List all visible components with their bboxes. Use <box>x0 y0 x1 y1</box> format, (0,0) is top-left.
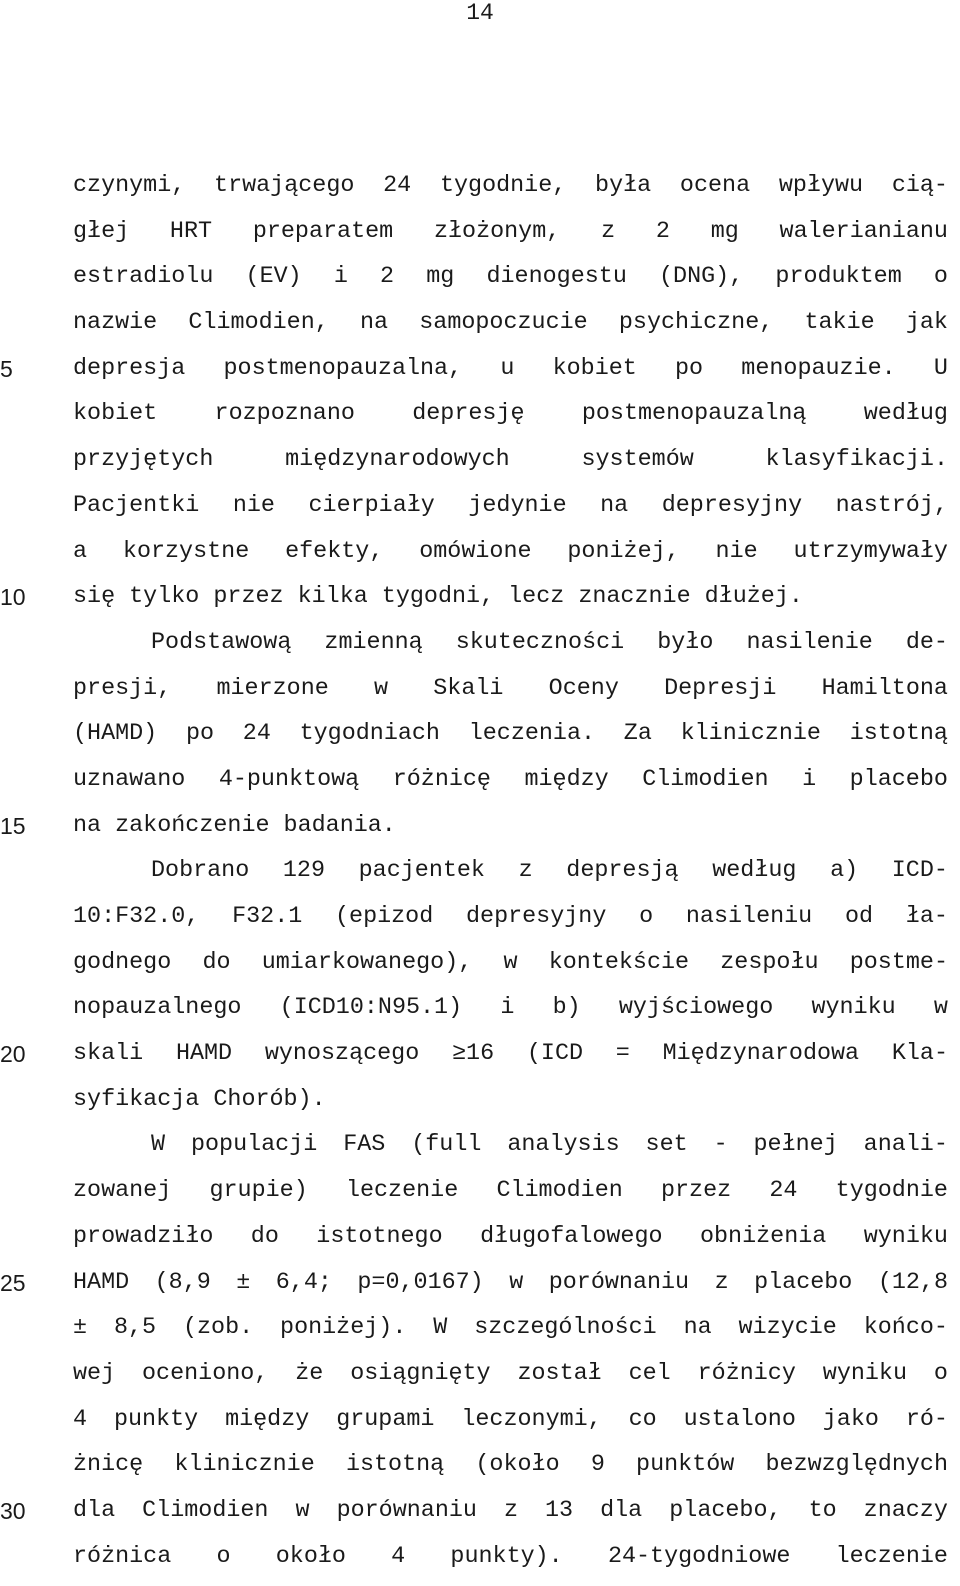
line-text: Podstawową zmienną skuteczności było nasilenie de- <box>151 629 948 656</box>
text-line <box>0 1310 960 1356</box>
line-text: uznawano 4-punktową różnicę między Climodien i placebo <box>73 766 948 793</box>
text-line <box>0 1402 960 1448</box>
line-text: różnica o około 4 punkty). 24-tygodniowe leczenie <box>73 1543 948 1570</box>
text-line <box>0 945 960 991</box>
text-line <box>0 351 960 397</box>
line-text: estradiolu (EV) i 2 mg dienogestu (DNG), produktem o <box>73 264 948 291</box>
line-text: 10:F32.0, F32.1 (epizod depresyjny o nasileniu od ła- <box>73 904 948 930</box>
text-line <box>0 168 960 214</box>
line-text: prowadziło do istotnego długofalowego obniżenia wyniku <box>73 1223 948 1250</box>
body-text <box>0 168 960 1584</box>
text-line <box>0 488 960 534</box>
text-line <box>0 579 960 625</box>
text-line <box>0 1036 960 1082</box>
text-line <box>0 808 960 854</box>
line-text: godnego do umiarkowanego), w kontekście zespołu postme- <box>73 949 948 976</box>
text-line <box>0 259 960 305</box>
line-text: nazwie Climodien, na samopoczucie psychiczne, takie jak <box>73 310 948 337</box>
line-text: depresja postmenopauzalna, u kobiet po menopauzie. U <box>73 355 948 382</box>
line-number: 30 <box>0 1497 26 1524</box>
line-text: presji, mierzone w Skali Oceny Depresji Hamiltona <box>73 675 948 702</box>
line-text: się tylko przez kilka tygodni, lecz znacznie dłużej. <box>73 584 803 611</box>
line-text: skali HAMD wynoszącego ≥16 (ICD = Międzynarodowa Kla- <box>73 1041 948 1068</box>
text-line <box>0 671 960 717</box>
line-number: 15 <box>0 812 26 839</box>
line-text: kobiet rozpoznano depresję postmenopauzalną według <box>73 401 948 428</box>
line-number: 25 <box>0 1269 26 1296</box>
text-line <box>0 396 960 442</box>
text-line <box>0 990 960 1036</box>
text-line <box>0 1493 960 1539</box>
text-line <box>0 853 960 899</box>
text-line <box>0 442 960 488</box>
text-line <box>0 1127 960 1173</box>
line-text: przyjętych międzynarodowych systemów klasyfikacji. <box>73 447 948 474</box>
line-text: 4 punkty między grupami leczonymi, co ustalono jako ró- <box>73 1406 948 1433</box>
text-line <box>0 1219 960 1265</box>
line-text: Dobrano 129 pacjentek z depresją według a) ICD- <box>151 858 948 885</box>
text-line <box>0 899 960 945</box>
text-line <box>0 214 960 260</box>
page-number: 14 <box>466 0 494 26</box>
text-line <box>0 1265 960 1311</box>
text-line <box>0 762 960 808</box>
line-text: W populacji FAS (full analysis set - pełnej anali- <box>151 1132 948 1159</box>
text-line <box>0 716 960 762</box>
text-line <box>0 305 960 351</box>
line-text: zowanej grupie) leczenie Climodien przez 24 tygodnie <box>73 1178 948 1205</box>
line-text: ± 8,5 (zob. poniżej). W szczególności na wizycie końco- <box>73 1315 948 1342</box>
line-text: wej oceniono, że osiągnięty został cel różnicy wyniku o <box>73 1360 948 1387</box>
text-line <box>0 1539 960 1585</box>
line-number: 10 <box>0 584 26 611</box>
text-line <box>0 625 960 671</box>
text-line <box>0 1356 960 1402</box>
line-text: żnicę klinicznie istotną (około 9 punktów bezwzględnych <box>73 1452 948 1479</box>
line-text: dla Climodien w porównaniu z 13 dla placebo, to znaczy <box>73 1497 948 1524</box>
line-text: (HAMD) po 24 tygodniach leczenia. Za klinicznie istotną <box>73 721 948 748</box>
text-line <box>0 1082 960 1128</box>
line-number: 20 <box>0 1041 26 1068</box>
line-text: syfikacja Chorób). <box>73 1086 326 1113</box>
line-text: na zakończenie badania. <box>73 812 396 839</box>
line-text: Pacjentki nie cierpiały jedynie na depresyjny nastrój, <box>73 492 948 519</box>
text-line <box>0 534 960 580</box>
line-text: nopauzalnego (ICD10:N95.1) i b) wyjściowego wyniku w <box>73 995 948 1022</box>
line-text: czynymi, trwającego 24 tygodnie, była ocena wpływu cią- <box>73 173 948 199</box>
line-text: głej HRT preparatem złożonym, z 2 mg walerianianu <box>73 218 948 245</box>
text-line <box>0 1447 960 1493</box>
text-line <box>0 1173 960 1219</box>
line-number: 5 <box>0 355 13 382</box>
line-text: a korzystne efekty, omówione poniżej, nie utrzymywały <box>73 538 948 565</box>
line-text: HAMD (8,9 ± 6,4; p=0,0167) w porównaniu z placebo (12,8 <box>73 1269 948 1296</box>
